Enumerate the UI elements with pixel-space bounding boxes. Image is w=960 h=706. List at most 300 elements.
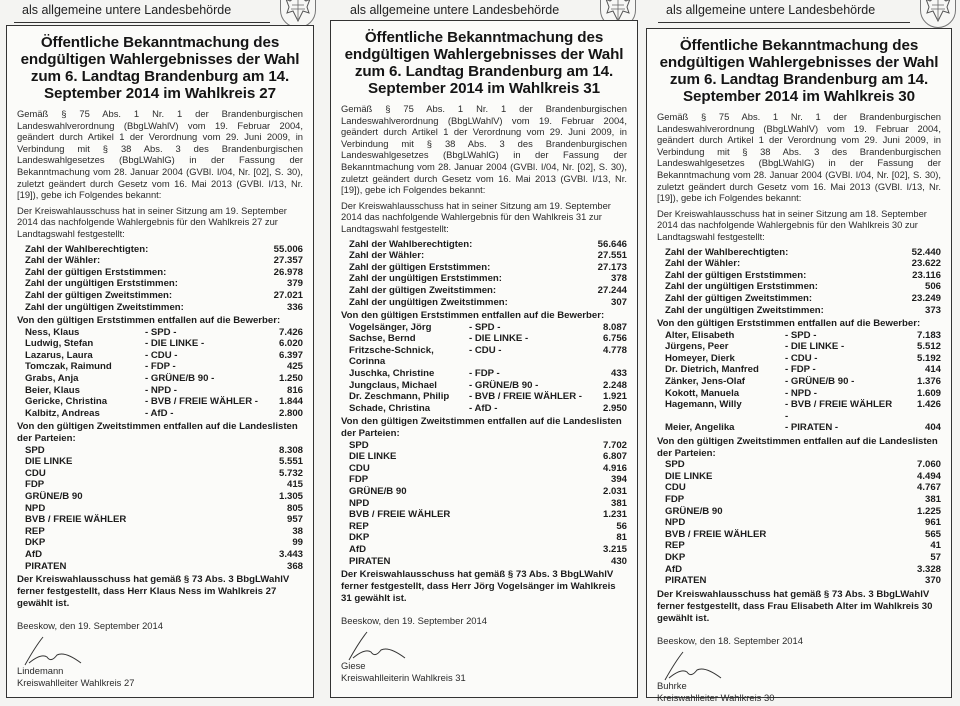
stat-label: Zahl der gültigen Erststimmen:: [349, 261, 491, 273]
party-votes: 81: [616, 532, 627, 544]
stats-block: [665, 247, 941, 317]
party-votes: 56: [616, 520, 627, 532]
party-votes: 38: [292, 525, 303, 537]
party-name: FDP: [349, 474, 369, 486]
candidate-party: - GRÜNE/B 90 -: [145, 373, 215, 385]
candidate-party: - NPD -: [785, 387, 817, 399]
stat-valid-second: [25, 290, 303, 302]
candidate-name: Alter, Elisabeth: [665, 329, 735, 341]
stat-invalid-second: [665, 305, 941, 317]
candidate-name: Kalbitz, Andreas: [25, 407, 100, 419]
stat-invalid-second: [25, 302, 303, 314]
party-name: AfD: [349, 543, 367, 555]
stat-label: Zahl der gültigen Zweitstimmen:: [349, 284, 497, 296]
stat-value: 307: [610, 296, 627, 308]
candidate-row: [25, 408, 303, 420]
stat-value: 55.006: [273, 243, 303, 255]
stat-eligible: [349, 239, 627, 251]
party-votes: 415: [286, 479, 303, 491]
stat-value: 379: [286, 278, 303, 290]
candidate-votes: 404: [924, 422, 941, 434]
candidate-row: [665, 330, 941, 342]
candidate-party: - DIE LINKE -: [469, 333, 529, 345]
party-row: [665, 517, 941, 529]
stat-valid-second: [349, 285, 627, 297]
header-rule: [658, 22, 910, 23]
party-votes: 41: [930, 540, 941, 552]
party-votes: 7.702: [602, 439, 627, 451]
candidate-name: Beier, Klaus: [25, 384, 80, 396]
stat-label: Zahl der gültigen Zweitstimmen:: [25, 289, 173, 301]
party-votes: 381: [610, 497, 627, 509]
stat-label: Zahl der Wahlberechtigten:: [349, 238, 473, 250]
party-row: [349, 486, 627, 498]
candidate-votes: 433: [610, 368, 627, 380]
candidate-votes: 2.248: [602, 379, 627, 391]
party-row: [349, 556, 627, 568]
authority-label: als allgemeine untere Landesbehörde: [666, 3, 876, 17]
stats-block: [25, 244, 303, 314]
party-row: [25, 445, 303, 457]
party-name: SPD: [665, 459, 685, 471]
party-row: [25, 549, 303, 561]
candidate-row: [665, 399, 941, 422]
party-row: [665, 575, 941, 587]
party-row: [25, 537, 303, 549]
party-row: [349, 544, 627, 556]
party-row: [25, 456, 303, 468]
candidate-row: [25, 327, 303, 339]
party-row: [665, 494, 941, 506]
candidate-party: - GRÜNE/B 90 -: [785, 376, 855, 388]
party-name: DIE LINKE: [349, 451, 397, 463]
candidate-party: - AfD -: [145, 407, 174, 419]
candidates-list: [25, 327, 303, 420]
stat-label: Zahl der Wähler:: [25, 255, 101, 267]
place-date: Beeskow, den 18. September 2014: [657, 634, 803, 646]
candidate-party: - NPD -: [145, 384, 177, 396]
party-votes: 370: [924, 575, 941, 587]
candidate-name: Vogelsänger, Jörg: [349, 321, 432, 333]
party-name: DKP: [665, 551, 686, 563]
elected-statement: Der Kreiswahlausschuss hat gemäß § 73 Abs. 3 BbgLWahlV ferner festgestellt, dass Herr Klaus Ness im Wahlkreis 27 gewählt ist.: [17, 574, 290, 610]
party-votes: 3.443: [278, 548, 303, 560]
stat-invalid-first: [665, 281, 941, 293]
party-name: AfD: [25, 548, 43, 560]
header-rule: [14, 22, 270, 23]
party-votes: 381: [924, 494, 941, 505]
candidate-party: - DIE LINKE -: [785, 341, 845, 353]
candidate-votes: 5.192: [916, 352, 941, 364]
elected-statement: Der Kreiswahlausschuss hat gemäß § 73 Abs. 3 BbgLWahlV ferner festgestellt, dass Herr Jörg Vogelsänger im Wahlkreis 31 gewählt ist.: [341, 569, 616, 605]
notice-wahlkreis-27: [0, 0, 320, 706]
candidate-name: Gericke, Christina: [25, 396, 108, 408]
signature-icon: [21, 633, 111, 669]
candidate-name: Ness, Klaus: [25, 326, 80, 338]
stat-label: Zahl der Wähler:: [665, 258, 741, 270]
party-name: DKP: [25, 537, 46, 549]
party-votes: 5.551: [278, 456, 303, 468]
candidate-votes: 1.609: [916, 387, 941, 399]
stat-value: 27.244: [597, 284, 627, 296]
stat-valid-second: [665, 293, 941, 305]
party-votes: 3.328: [916, 563, 941, 575]
stat-label: Zahl der ungültigen Zweitstimmen:: [349, 296, 508, 308]
stat-value: 27.551: [597, 250, 627, 262]
notice-box: [330, 20, 638, 698]
candidate-votes: 6.756: [602, 333, 627, 345]
candidate-votes: 2.950: [602, 402, 627, 414]
party-name: REP: [349, 520, 369, 532]
candidate-name: Jungclaus, Michael: [349, 379, 437, 391]
candidate-row: [665, 364, 941, 376]
stat-label: Zahl der ungültigen Zweitstimmen:: [25, 301, 184, 313]
signature: [657, 654, 941, 680]
notice-box: [646, 28, 952, 703]
stat-value: 27.021: [273, 289, 303, 301]
signer-role: Kreiswahlleiter Wahlkreis 30: [657, 691, 775, 703]
party-row: [349, 521, 627, 533]
party-row: [665, 506, 941, 518]
stat-eligible: [665, 247, 941, 259]
party-name: PIRATEN: [25, 560, 67, 572]
stat-label: Zahl der gültigen Zweitstimmen:: [665, 292, 813, 304]
candidates-heading: Von den gültigen Erststimmen entfallen auf die Bewerber:: [341, 310, 605, 322]
candidate-row: [349, 345, 627, 368]
party-votes: 961: [924, 517, 941, 529]
stat-label: Zahl der gültigen Erststimmen:: [25, 266, 167, 278]
stat-voters: [349, 250, 627, 262]
notice-title: Öffentliche Bekanntmachung des endgültigen Wahlergebnisses der Wahl zum 6. Landtag Brandenburg am 14. September 2014 im Wahlkreis 30: [659, 37, 939, 105]
candidates-heading: Von den gültigen Erststimmen entfallen auf die Bewerber:: [17, 315, 281, 327]
candidate-votes: 1.921: [602, 391, 627, 403]
stat-valid-first: [25, 267, 303, 279]
party-votes: 99: [292, 537, 303, 549]
coat-of-arms-icon: [920, 0, 956, 28]
candidate-name: Kokott, Manuela: [665, 387, 740, 399]
stat-label: Zahl der ungültigen Erststimmen:: [25, 278, 178, 290]
place-date: Beeskow, den 19. September 2014: [17, 620, 163, 632]
candidate-votes: 6.397: [278, 349, 303, 361]
party-votes: 7.060: [916, 459, 941, 471]
party-row: [665, 552, 941, 564]
candidate-party: - BVB / FREIE WÄHLER -: [145, 396, 258, 408]
elected-statement: Der Kreiswahlausschuss hat gemäß § 73 Abs. 3 BbgLWahlV ferner festgestellt, dass Frau Elisabeth Alter im Wahlkreis 30 gewählt ist.: [657, 588, 933, 624]
stat-label: Zahl der ungültigen Erststimmen:: [665, 281, 818, 293]
stats-block: [349, 239, 627, 309]
party-votes: 5.732: [278, 467, 303, 479]
candidates-list: [349, 322, 627, 415]
authority-label: als allgemeine untere Landesbehörde: [350, 3, 560, 17]
notice-wahlkreis-30: [644, 0, 960, 706]
candidate-row: [665, 376, 941, 388]
party-name: PIRATEN: [665, 575, 707, 587]
authority-label: als allgemeine untere Landesbehörde: [22, 3, 232, 17]
signer-name: Giese: [341, 660, 366, 672]
candidate-votes: 1.426: [916, 399, 941, 411]
candidate-votes: 1.376: [916, 376, 941, 388]
party-name: CDU: [349, 462, 370, 474]
candidate-name: Tomczak, Raimund: [25, 361, 112, 373]
party-row: [349, 463, 627, 475]
party-name: FDP: [665, 494, 685, 505]
legal-basis-text: Gemäß § 75 Abs. 1 Nr. 1 der Brandenburgischen Landeswahlverordnung (BbgLWahlV) vom 19. Februar 2004, geändert durch Artikel 1 der Verordnung vom 29. Juni 2009, in Verbindung mit § 38 Abs. 3 des Brandenburgischen Landeswahlgesetzes (BbgLWahlG) in der Fassung der Bekanntmachung vom 28. Januar 2004 (GVBl. I/04, Nr. [02], S. 30), zuletzt geändert durch Gesetz vom 16. Mai 2013 (GVBl. I/13, Nr. [19]), gebe ich Folgendes bekannt:: [17, 108, 303, 201]
candidate-row: [665, 388, 941, 400]
parties-heading: Von den gültigen Zweitstimmen entfallen auf die Landeslisten der Parteien:: [341, 416, 622, 440]
stat-invalid-first: [349, 273, 627, 285]
candidate-party: - FDP -: [469, 368, 500, 380]
party-votes: 957: [286, 514, 303, 526]
notice-box: [6, 25, 314, 698]
party-row: [25, 561, 303, 573]
candidate-party: - GRÜNE/B 90 -: [469, 379, 539, 391]
party-votes: 1.231: [602, 509, 627, 521]
candidate-name: Ludwig, Stefan: [25, 338, 94, 350]
committee-intro-text: Der Kreiswahlausschuss hat in seiner Sitzung am 19. September 2014 das nachfolgende Wahlergebnis für den Wahlkreis 31 zur Landtagswahl festgestellt:: [341, 199, 611, 234]
candidate-name: Dr. Zeschmann, Philip: [349, 391, 450, 403]
parties-heading: Von den gültigen Zweitstimmen entfallen auf die Landeslisten der Parteien:: [17, 421, 298, 445]
party-name: CDU: [25, 467, 46, 479]
signer-role: Kreiswahlleiterin Wahlkreis 31: [341, 672, 466, 684]
parties-list: [665, 459, 941, 587]
party-votes: 394: [610, 474, 627, 486]
stat-value: 26.978: [273, 266, 303, 278]
party-row: [25, 479, 303, 491]
signature-icon: [345, 628, 435, 664]
party-row: [25, 526, 303, 538]
party-row: [349, 451, 627, 463]
stat-value: 27.173: [597, 261, 627, 273]
party-name: CDU: [665, 482, 686, 494]
candidate-row: [25, 396, 303, 408]
candidate-name: Hagemann, Willy: [665, 399, 742, 411]
candidate-name: Sachse, Bernd: [349, 333, 416, 345]
stat-value: 27.357: [273, 255, 303, 267]
candidates-heading: Von den gültigen Erststimmen entfallen auf die Bewerber:: [657, 318, 921, 330]
party-row: [349, 509, 627, 521]
candidate-name: Homeyer, Dierk: [665, 352, 735, 364]
party-name: NPD: [665, 517, 686, 529]
party-name: SPD: [25, 444, 45, 456]
party-name: FDP: [25, 479, 45, 491]
stat-label: Zahl der Wahlberechtigten:: [25, 243, 149, 255]
legal-basis-text: Gemäß § 75 Abs. 1 Nr. 1 der Brandenburgischen Landeswahlverordnung (BbgLWahlV) vom 19. Februar 2004, geändert durch Artikel 1 der Verordnung vom 29. Juni 2009, in Verbindung mit § 38 Abs. 3 des Brandenburgischen Landeswahlgesetzes (BbgLWahlG) in der Fassung der Bekanntmachung vom 28. Januar 2004 (GVBl. I/04, Nr. [02], S. 30), zuletzt geändert durch Gesetz vom 16. Mai 2013 (GVBl. I/13, Nr. [19]), gebe ich Folgendes bekannt:: [657, 111, 941, 204]
notice-title: Öffentliche Bekanntmachung des endgültigen Wahlergebnisses der Wahl zum 6. Landtag Brandenburg am 14. September 2014 im Wahlkreis 27: [20, 34, 300, 102]
candidate-votes: 4.778: [602, 344, 627, 356]
candidate-row: [25, 338, 303, 350]
candidate-party: - BVB / FREIE WÄHLER -: [785, 399, 893, 422]
party-name: BVB / FREIE WÄHLER: [665, 528, 767, 540]
party-row: [349, 532, 627, 544]
candidate-votes: 1.844: [278, 396, 303, 408]
party-votes: 57: [930, 551, 941, 563]
party-votes: 3.215: [602, 543, 627, 555]
stat-value: 23.622: [911, 258, 941, 270]
candidate-votes: 1.250: [278, 373, 303, 385]
candidate-row: [349, 368, 627, 380]
party-row: [665, 540, 941, 552]
party-name: AfD: [665, 563, 683, 575]
party-row: [665, 564, 941, 576]
party-row: [25, 468, 303, 480]
stat-value: 23.249: [911, 292, 941, 304]
candidate-votes: 414: [924, 364, 941, 376]
candidate-name: Zänker, Jens-Olaf: [665, 376, 745, 388]
candidate-party: - FDP -: [145, 361, 176, 373]
signer-role: Kreiswahlleiter Wahlkreis 27: [17, 677, 135, 689]
party-name: DIE LINKE: [665, 470, 713, 482]
signer-name: Buhrke: [657, 679, 687, 691]
notice-wahlkreis-31: [328, 0, 640, 706]
committee-intro-text: Der Kreiswahlausschuss hat in seiner Sitzung am 18. September 2014 das nachfolgende Wahlergebnis für den Wahlkreis 30 zur Landtagswahl festgestellt:: [657, 207, 927, 242]
party-votes: 1.225: [916, 505, 941, 517]
party-row: [349, 498, 627, 510]
parties-list: [349, 440, 627, 568]
party-name: GRÜNE/B 90: [25, 491, 83, 502]
candidate-row: [349, 391, 627, 403]
party-votes: 6.807: [602, 451, 627, 463]
stat-label: Zahl der gültigen Erststimmen:: [665, 269, 807, 281]
stat-value: 56.646: [597, 238, 627, 250]
party-name: GRÜNE/B 90: [665, 505, 723, 517]
candidate-name: Jürgens, Peer: [665, 341, 729, 353]
candidate-party: - CDU -: [469, 344, 502, 356]
candidate-party: - SPD -: [145, 326, 177, 338]
party-name: NPD: [25, 502, 46, 514]
party-name: REP: [25, 525, 45, 537]
candidate-votes: 7.183: [916, 329, 941, 341]
party-row: [665, 482, 941, 494]
candidate-name: Meier, Angelika: [665, 422, 735, 434]
party-row: [349, 474, 627, 486]
notice-title: Öffentliche Bekanntmachung des endgültigen Wahlergebnisses der Wahl zum 6. Landtag Brandenburg am 14. September 2014 im Wahlkreis 31: [344, 29, 624, 97]
candidate-party: - DIE LINKE -: [145, 338, 205, 350]
stat-voters: [665, 258, 941, 270]
candidate-votes: 5.512: [916, 341, 941, 353]
parties-list: [25, 445, 303, 573]
candidate-party: - CDU -: [145, 349, 178, 361]
candidate-row: [349, 403, 627, 415]
party-name: DIE LINKE: [25, 456, 73, 468]
candidate-name: Lazarus, Laura: [25, 349, 93, 361]
candidate-party: - SPD -: [785, 329, 817, 341]
candidate-party: - BVB / FREIE WÄHLER -: [469, 391, 582, 403]
candidate-row: [25, 350, 303, 362]
party-name: BVB / FREIE WÄHLER: [349, 509, 451, 521]
stat-valid-first: [349, 262, 627, 274]
stat-label: Zahl der Wähler:: [349, 250, 425, 262]
parties-heading: Von den gültigen Zweitstimmen entfallen auf die Landeslisten der Parteien:: [657, 436, 938, 459]
stat-eligible: [25, 244, 303, 256]
candidate-party: - SPD -: [469, 321, 501, 333]
candidate-row: [25, 361, 303, 373]
legal-basis-text: Gemäß § 75 Abs. 1 Nr. 1 der Brandenburgischen Landeswahlverordnung (BbgLWahlV) vom 19. Februar 2004, geändert durch Artikel 1 der Verordnung vom 29. Juni 2009, in Verbindung mit § 38 Abs. 3 des Brandenburgischen Landeswahlgesetzes (BbgLWahlG) in der Fassung der Bekanntmachung vom 28. Januar 2004 (GVBl. I/04, Nr. [02], S. 30), zuletzt geändert durch Gesetz vom 16. Mai 2013 (GVBl. I/13, Nr. [19]), gebe ich Folgendes bekannt:: [341, 103, 627, 196]
stat-invalid-second: [349, 297, 627, 309]
stat-value: 23.116: [912, 269, 941, 281]
party-name: PIRATEN: [349, 555, 391, 567]
candidate-row: [349, 380, 627, 392]
party-row: [25, 514, 303, 526]
committee-intro-text: Der Kreiswahlausschuss hat in seiner Sitzung am 19. September 2014 das nachfolgende Wahlergebnis für den Wahlkreis 27 zur Landtagswahl festgestellt:: [17, 204, 287, 239]
stat-label: Zahl der ungültigen Zweitstimmen:: [665, 304, 824, 316]
candidate-name: Dr. Dietrich, Manfred: [665, 364, 759, 376]
candidate-votes: 6.020: [278, 338, 303, 350]
stat-value: 378: [610, 273, 627, 285]
party-votes: 4.494: [916, 470, 941, 482]
candidate-row: [349, 322, 627, 334]
party-votes: 805: [286, 502, 303, 514]
stat-value: 52.440: [911, 246, 941, 258]
candidate-party: - PIRATEN -: [785, 422, 839, 434]
candidate-votes: 2.800: [278, 407, 303, 419]
candidate-party: - CDU -: [785, 352, 818, 364]
candidate-name: Juschka, Christine: [349, 368, 435, 380]
stat-label: Zahl der ungültigen Erststimmen:: [349, 273, 502, 285]
place-date: Beeskow, den 19. September 2014: [341, 615, 487, 627]
candidate-row: [25, 373, 303, 385]
candidate-row: [665, 422, 941, 434]
party-row: [25, 491, 303, 503]
party-votes: 565: [924, 528, 941, 540]
party-row: [665, 529, 941, 541]
stat-value: 506: [924, 281, 941, 293]
stat-invalid-first: [25, 278, 303, 290]
party-name: GRÜNE/B 90: [349, 486, 407, 497]
party-name: DKP: [349, 532, 370, 544]
stat-value: 336: [286, 301, 303, 313]
party-votes: 1.305: [278, 491, 303, 502]
signer-name: Lindemann: [17, 665, 64, 677]
party-votes: 4.767: [916, 482, 941, 494]
candidate-votes: 425: [286, 361, 303, 373]
party-row: [25, 503, 303, 515]
party-votes: 368: [286, 560, 303, 572]
stat-value: 373: [924, 304, 941, 316]
candidate-votes: 8.087: [602, 321, 627, 333]
candidate-row: [349, 333, 627, 345]
candidates-list: [665, 330, 941, 434]
candidate-row: [665, 341, 941, 353]
coat-of-arms-icon: [280, 0, 316, 28]
stat-label: Zahl der Wahlberechtigten:: [665, 246, 789, 258]
party-votes: 8.308: [278, 444, 303, 456]
candidate-party: - AfD -: [469, 402, 498, 414]
candidate-row: [665, 353, 941, 365]
party-name: NPD: [349, 497, 370, 509]
party-votes: 4.916: [602, 462, 627, 474]
candidate-votes: 7.426: [278, 326, 303, 338]
party-row: [349, 440, 627, 452]
candidate-name: Schade, Christina: [349, 402, 431, 414]
candidate-name: Fritzsche-Schnick, Corinna: [349, 344, 434, 368]
party-row: [665, 471, 941, 483]
stat-valid-first: [665, 270, 941, 282]
party-name: REP: [665, 540, 685, 552]
signature: [341, 634, 627, 660]
candidate-party: - FDP -: [785, 364, 816, 376]
party-row: [665, 459, 941, 471]
signature-icon: [661, 648, 751, 684]
candidate-name: Grabs, Anja: [25, 373, 79, 385]
candidate-row: [25, 385, 303, 397]
party-votes: 2.031: [602, 486, 627, 497]
signature: [17, 639, 303, 665]
candidate-votes: 816: [286, 384, 303, 396]
party-votes: 430: [610, 555, 627, 567]
party-name: SPD: [349, 439, 369, 451]
stat-voters: [25, 255, 303, 267]
party-name: BVB / FREIE WÄHLER: [25, 514, 127, 526]
